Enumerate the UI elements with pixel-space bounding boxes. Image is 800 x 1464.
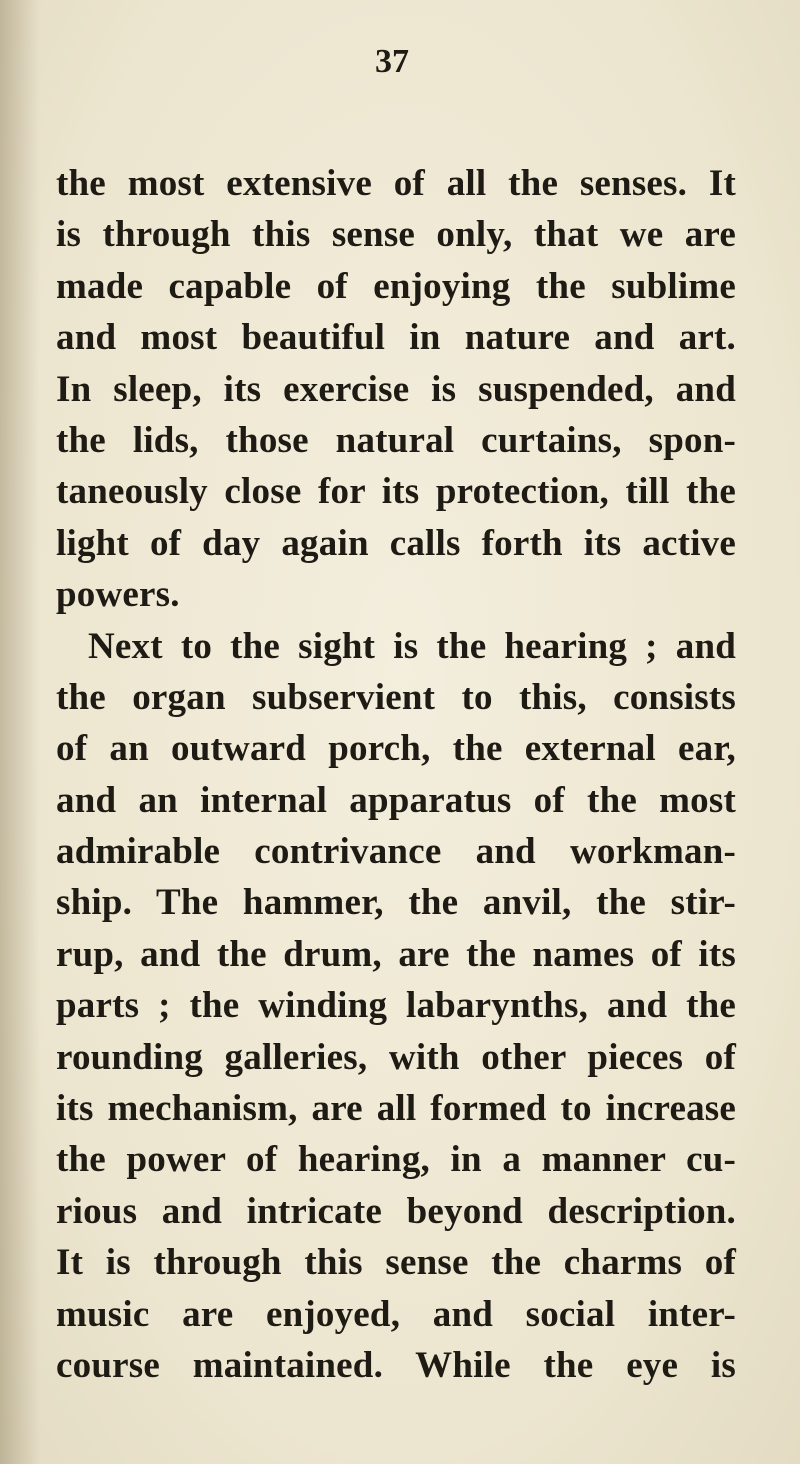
page-number: 37 xyxy=(375,43,409,80)
text-line: In sleep, its exercise is suspended, and xyxy=(56,368,736,410)
text-line: Next to the sight is the hearing ; and xyxy=(88,625,736,667)
text-line: and most beautiful in nature and art. xyxy=(56,317,736,359)
text-line: taneously close for its protection, till the xyxy=(56,471,736,513)
text-line: parts ; the winding labarynths, and the xyxy=(56,985,736,1027)
page-text xyxy=(56,158,736,1391)
text-line: the organ subservient to this, consists xyxy=(56,676,736,718)
text-line: rup, and the drum, are the names of its xyxy=(56,933,736,975)
text-line: is through this sense only, that we are xyxy=(56,214,736,256)
text-line: the power of hearing, in a manner cu- xyxy=(56,1139,736,1181)
text-line: ship. The hammer, the anvil, the stir- xyxy=(56,882,736,924)
spine-shadow xyxy=(0,0,40,1464)
text-line: powers. xyxy=(56,574,180,616)
text-line: course maintained. While the eye is xyxy=(56,1344,736,1386)
text-line: the lids, those natural curtains, spon- xyxy=(56,419,736,461)
text-line: of an outward porch, the external ear, xyxy=(56,728,736,770)
text-line: rious and intricate beyond description. xyxy=(56,1190,736,1232)
text-line: and an internal apparatus of the most xyxy=(56,779,736,821)
text-line: admirable contrivance and workman- xyxy=(56,831,736,873)
text-line: light of day again calls forth its active xyxy=(56,522,736,564)
text-line: its mechanism, are all formed to increase xyxy=(56,1088,736,1130)
text-line: It is through this sense the charms of xyxy=(56,1242,736,1284)
text-line: music are enjoyed, and social inter- xyxy=(56,1293,736,1335)
text-line: rounding galleries, with other pieces of xyxy=(56,1036,736,1078)
text-line: made capable of enjoying the sublime xyxy=(56,265,736,307)
text-line: the most extensive of all the senses. It xyxy=(56,163,736,204)
